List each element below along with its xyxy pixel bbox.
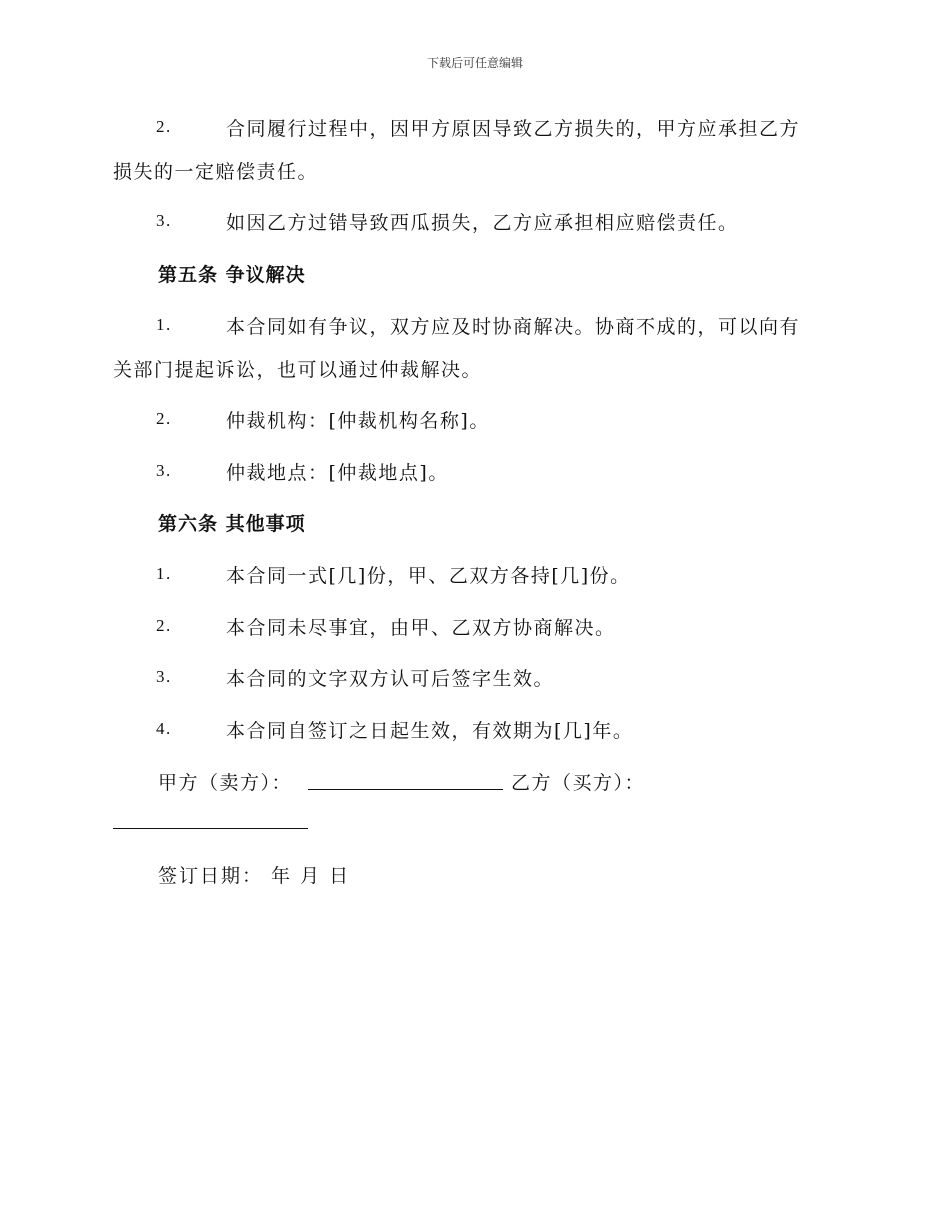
item-text: 仲裁地点：[仲裁地点]。 xyxy=(226,462,449,484)
item-number: 4. xyxy=(156,719,172,738)
item-text: 本合同如有争议，双方应及时协商解决。协商不成的，可以向有 xyxy=(226,316,801,338)
item-number: 2. xyxy=(156,117,172,136)
item-text: 如因乙方过错导致西瓜损失，乙方应承担相应赔偿责任。 xyxy=(226,212,739,234)
party-a-signature-line xyxy=(308,789,503,790)
item-number: 3. xyxy=(156,667,172,686)
item-text: 仲裁机构：[仲裁机构名称]。 xyxy=(226,410,490,432)
section-heading-article6: 第六条 其他事项 xyxy=(158,513,306,535)
section-heading-article5: 第五条 争议解决 xyxy=(158,264,306,286)
item-text: 本合同未尽事宜，由甲、乙双方协商解决。 xyxy=(226,617,616,639)
party-b-label: 乙方（买方）： xyxy=(511,772,646,794)
item-number: 1. xyxy=(156,315,172,334)
party-b-signature-line xyxy=(113,828,308,829)
item-number: 2. xyxy=(156,616,172,635)
signing-date: 签订日期： 年 月 日 xyxy=(158,865,351,887)
page-header-note: 下载后可任意编辑 xyxy=(426,56,523,70)
item-text: 合同履行过程中，因甲方原因导致乙方损失的，甲方应承担乙方 xyxy=(226,118,801,140)
party-a-label: 甲方（卖方）： xyxy=(158,772,293,794)
item-number: 3. xyxy=(156,461,172,480)
item-number: 2. xyxy=(156,409,172,428)
item-text-continued: 关部门提起诉讼，也可以通过仲裁解决。 xyxy=(113,359,483,381)
item-text: 本合同一式[几]份，甲、乙双方各持[几]份。 xyxy=(226,565,631,587)
item-number: 1. xyxy=(156,564,172,583)
item-text: 本合同自签订之日起生效，有效期为[几]年。 xyxy=(226,720,634,742)
item-number: 3. xyxy=(156,211,172,230)
item-text-continued: 损失的一定赔偿责任。 xyxy=(113,161,319,183)
item-text: 本合同的文字双方认可后签字生效。 xyxy=(226,668,555,690)
